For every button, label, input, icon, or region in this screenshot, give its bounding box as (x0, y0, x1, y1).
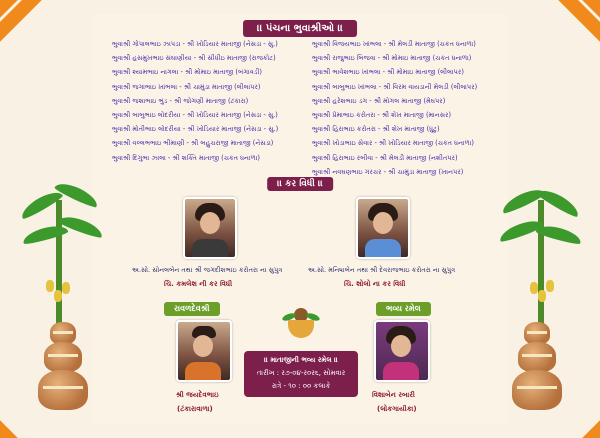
singer-name: વિશાબેન રબારી (372, 391, 415, 399)
kalash-icon (284, 302, 318, 340)
event-title: ।। માતાજીની ભવ્ય રમેલ ।। (264, 356, 338, 364)
list-item: ભુવાશ્રી વલ્લભભાઇ ભીમાણી - શ્રી બહુચરાજી માતાજી (નેસડા) (112, 139, 274, 148)
list-item: ભુવાશ્રી બાબુભાઇ લોદરીયા - શ્રી ખોડિયાર માતાજી (નેસડા - સુ.) (112, 110, 278, 119)
page-title: ।। પંચના ભુવાશ્રીઓ ।। (243, 20, 357, 37)
ravalde-tag: રાવળદેવશ્રી (164, 302, 220, 316)
list-item: ભુવાશ્રી શ્યામભાઇ નાગલા - શ્રી મોમાઇ માતાજી (બંગાવડી) (112, 68, 262, 77)
list-item: ભુવાશ્રી હિરાભાઇ કરોતરા - શ્રી શેખ માતાજી (ધુંટુ) (312, 125, 440, 134)
ravalde-photo (176, 320, 232, 382)
list-item: ભુવાશ્રી પ્રેમાભાઇ કરોતરા - શ્રી શેખ માતાજી (માનસર) (312, 110, 452, 119)
bhuva-list-right (312, 37, 502, 176)
kar-vidhi-right-line2: ચિ. શોલો ના કર વિધી (344, 280, 406, 288)
list-item: ભુવાશ્રી મોતીભાઇ લોદરીયા - શ્રી ખોડિયાર માતાજી (નેસડા - સુ.) (112, 125, 279, 134)
kar-vidhi-title: ।। કર વિધી ।। (267, 177, 333, 191)
banana-plant-left-icon (20, 170, 100, 340)
child-photo-left (183, 197, 237, 259)
list-item: ભુવાશ્રી ખોડાભાઇ સેવાર - શ્રી ખોડિયાર માતાજી (ચકત ધનાળા) (312, 139, 474, 148)
list-item: ભુવાશ્રી હિરાભાઇ રબીવા - શ્રી મેલડી માતાજી (નશીતપર) (312, 153, 458, 162)
kar-vidhi-right-line1: અ.સો. મનિષાબેન તથા શ્રી દેવરાજભાઇ કરોતરા ના સુપુત્ર (308, 266, 456, 274)
ramel-tag: ભવ્ય રમેલ (376, 302, 431, 316)
list-item: ભુવાશ્રી વિજયભાઇ ખાંભલા - શ્રી મેલડી માતાજી (ચકત ધનાળા) (312, 40, 476, 48)
list-item: ભુવાશ્રી રાજુભાઇ બિજવા - શ્રી મોમાઇ માતાજી (ચકત ધનાળા) (312, 54, 472, 63)
list-item: ભુવાશ્રી નવઘણભાઇ ગરચર - શ્રી ચામુંડા માતાજી (ખાનપર) (312, 167, 464, 176)
bhuva-list-left (112, 37, 302, 162)
list-item: ભુવાશ્રી ભાવેશભાઇ ખાંભલા - શ્રી મોમાઇ માતાજી (લીલાપર) (312, 68, 464, 77)
list-item: ભુવાશ્રી દિગુભા ઝાલા - શ્રી શક્તિ માતાજી (ચકત ધનાળા) (112, 153, 260, 162)
event-time: રાત્રે - ૧૦ : ૦૦ કલાકે (271, 382, 331, 390)
kar-vidhi-left-line2: ચિ. કમલેશ ની કર વિધી (164, 280, 233, 288)
kar-vidhi-left-line1: અ.સો. સોનલબેન તથા શ્રી જગદીશભાઇ કરોતરા ના સુપુત્ર (132, 266, 283, 274)
event-box (244, 351, 358, 397)
list-item: ભુવાશ્રી જશાભાઇ ભુંડ - શ્રી જોગણી માતાજી (ટંકારા) (112, 96, 249, 105)
list-item: ભુવાશ્રી જગાભાઇ ખાંભલા - શ્રી ચામુંડા માતાજી (લીલાપર) (112, 82, 261, 91)
singer-role: (લોકગાયીકા) (377, 405, 417, 413)
ravalde-name: શ્રી જયદેવભાઇ (176, 391, 219, 399)
list-item: ભુવાશ્રી હરેશભાઇ ડગ - શ્રી મોગલ માતાજી (મેઘપર) (312, 96, 446, 105)
list-item: ભુવાશ્રી બાબુભાઇ ખાંભલા - શ્રી વિરમ વાયડાની મેલડી (લીલાપર) (312, 82, 478, 91)
banana-plant-right-icon (500, 170, 580, 340)
list-item: ભુવાશ્રી ગોપાલભાઇ ઝાપડા - શ્રી ખોડિયાર માતાજી (નેસડા - સુ.) (112, 40, 278, 48)
event-date: તારીખ : ર૭-૦૪-ર૦ર૬, સોમવાર (256, 369, 346, 377)
ravalde-place: (ટંકારાવાળા) (177, 405, 213, 413)
list-item: ભુવાશ્રી હસમુખભાઇ સંઘાણીયા - શ્રી સીધીઇ માતાજી (રાજકોટ) (112, 54, 276, 63)
bhuva-list (112, 37, 502, 176)
singer-photo (374, 320, 430, 382)
child-photo-right (356, 197, 410, 259)
